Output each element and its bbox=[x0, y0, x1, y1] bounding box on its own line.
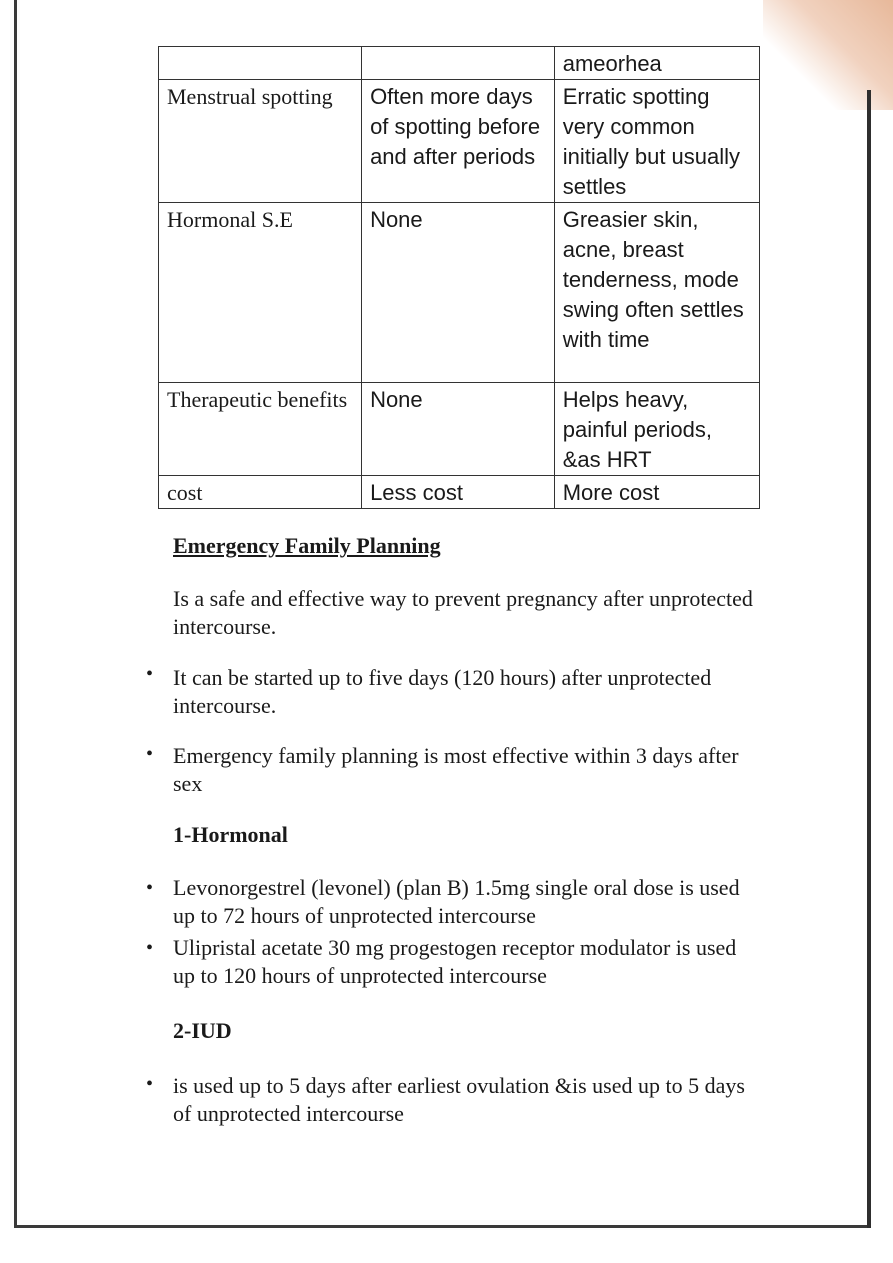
list-item: Levonorgestrel (levonel) (plan B) 1.5mg single oral dose is used up to 72 hours of unprotected intercourse bbox=[173, 875, 740, 928]
bullet-marker: • bbox=[146, 743, 154, 765]
bullet-marker: • bbox=[146, 1073, 154, 1095]
table-cell: None bbox=[362, 203, 555, 383]
table-cell: Erratic spotting very common initially but usually settles bbox=[554, 80, 759, 203]
table-cell: None bbox=[362, 383, 555, 476]
table-row bbox=[159, 80, 760, 203]
bullet-marker: • bbox=[146, 663, 154, 685]
bullet-marker: • bbox=[146, 937, 154, 959]
table-cell: ameorhea bbox=[554, 47, 759, 80]
table-cell: Hormonal S.E bbox=[159, 203, 362, 383]
section-title: Emergency Family Planning bbox=[173, 533, 441, 558]
table-cell: Menstrual spotting bbox=[159, 80, 362, 203]
table-row bbox=[159, 383, 760, 476]
table-cell: Often more days of spotting before and after periods bbox=[362, 80, 555, 203]
table-row bbox=[159, 203, 760, 383]
iud-heading: 2-IUD bbox=[173, 1018, 232, 1043]
list-item: It can be started up to five days (120 hours) after unprotected intercourse. bbox=[173, 665, 712, 718]
table-cell: Greasier skin, acne, breast tenderness, mode swing often settles with time bbox=[554, 203, 759, 383]
bullet-marker: • bbox=[146, 877, 154, 899]
table-cell: Helps heavy, painful periods, &as HRT bbox=[554, 383, 759, 476]
intro-paragraph: Is a safe and effective way to prevent pregnancy after unprotected intercourse. bbox=[173, 586, 753, 639]
table-cell: cost bbox=[159, 476, 362, 509]
table-cell bbox=[159, 47, 362, 80]
table-row bbox=[159, 47, 760, 80]
list-item: Ulipristal acetate 30 mg progestogen receptor modulator is used up to 120 hours of unprotected intercourse bbox=[173, 935, 737, 988]
table-cell: More cost bbox=[554, 476, 759, 509]
table-cell: Less cost bbox=[362, 476, 555, 509]
table-row bbox=[159, 476, 760, 509]
list-item: is used up to 5 days after earliest ovulation &is used up to 5 days of unprotected intercourse bbox=[173, 1073, 745, 1126]
table-cell: Therapeutic benefits bbox=[159, 383, 362, 476]
list-item: Emergency family planning is most effective within 3 days after sex bbox=[173, 743, 739, 796]
comparison-table bbox=[158, 46, 760, 509]
table-cell bbox=[362, 47, 555, 80]
hormonal-heading: 1-Hormonal bbox=[173, 822, 288, 847]
page-right-edge bbox=[867, 90, 871, 1228]
